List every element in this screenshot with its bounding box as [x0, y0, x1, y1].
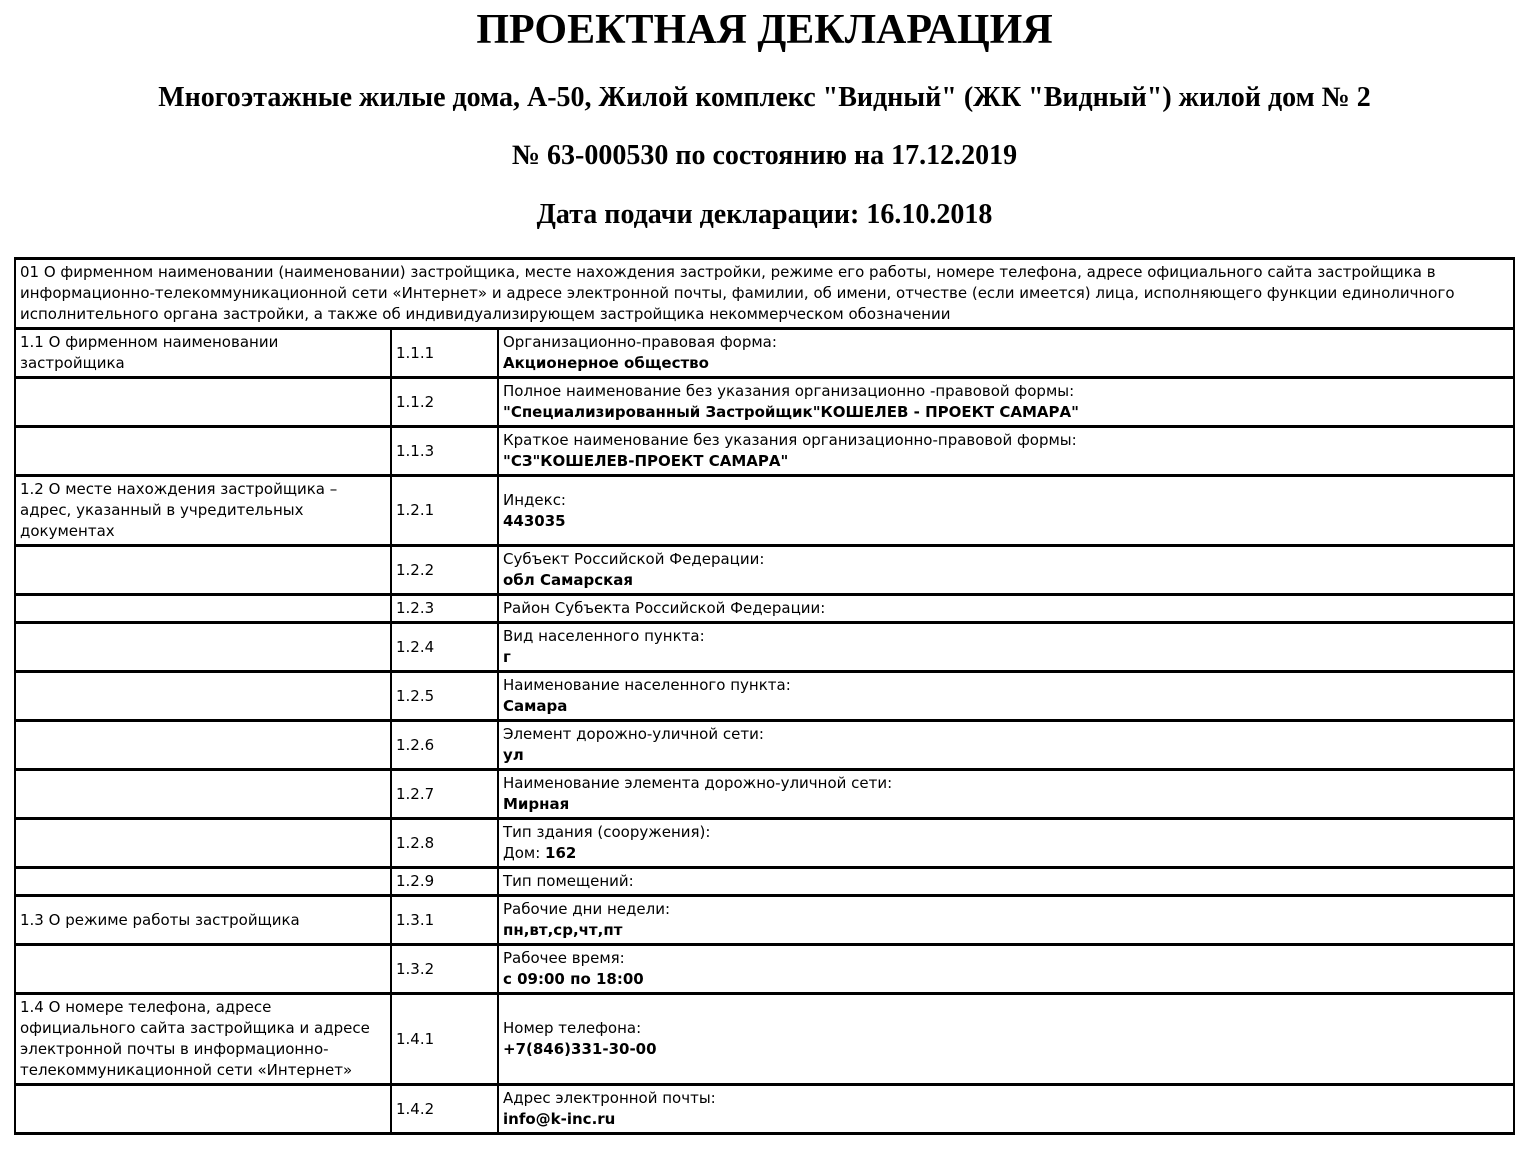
field-value-bold: Самара [503, 697, 568, 715]
field-value-prefix: Дом: [503, 844, 546, 862]
table-row [15, 378, 1514, 427]
field-label: Полное наименование без указания организационно -правовой формы: [503, 382, 1075, 400]
field-value [503, 696, 1509, 717]
row-code: 1.2.4 [391, 623, 498, 672]
field-label: Индекс: [503, 490, 566, 509]
row-code: 1.2.7 [391, 770, 498, 819]
field-value-bold: "Специализированный Застройщик"КОШЕЛЕВ - ПРОЕКТ САМАРА" [503, 403, 1079, 421]
row-content [498, 378, 1514, 427]
field-value-bold: 162 [545, 844, 577, 862]
section-label [15, 721, 391, 770]
row-content [498, 945, 1514, 994]
field-label: Наименование населенного пункта: [503, 676, 791, 694]
field-value-bold: "СЗ"КОШЕЛЕВ-ПРОЕКТ САМАРА" [503, 452, 789, 470]
field-value-bold: 443035 [503, 511, 566, 530]
row-code: 1.4.2 [391, 1085, 498, 1134]
field-value-bold: пн,вт,ср,чт,пт [503, 921, 623, 939]
row-content [498, 546, 1514, 595]
field-label: Район Субъекта Российской Федерации: [503, 599, 826, 617]
table-row [15, 721, 1514, 770]
row-content [498, 994, 1514, 1085]
row-content [498, 427, 1514, 476]
row-code: 1.1.2 [391, 378, 498, 427]
declaration-number: № 63-000530 по состоянию на 17.12.2019 [511, 140, 1018, 171]
field-label: Тип помещений: [503, 872, 634, 890]
field-value [503, 969, 1509, 990]
section-label [15, 427, 391, 476]
table-row [15, 546, 1514, 595]
table-body [15, 329, 1514, 1134]
table-row [15, 819, 1514, 868]
field-label: Рабочее время: [503, 949, 625, 967]
table-row [15, 427, 1514, 476]
field-label: Краткое наименование без указания организационно-правовой формы: [503, 431, 1077, 449]
field-label: Субъект Российской Федерации: [503, 550, 765, 568]
field-value [503, 745, 1509, 766]
row-content [498, 868, 1514, 896]
field-value [503, 570, 1509, 591]
row-code: 1.2.6 [391, 721, 498, 770]
row-content [498, 819, 1514, 868]
section-label [15, 623, 391, 672]
section-01-header: 01 О фирменном наименовании (наименовании) застройщика, месте нахождения застройки, режиме его работы, номере телефона, адресе официального сайта застройщика в информационно-телекоммуникационной сети «Интернет» и адресе электронной почты, фамилии, об имени, отчестве (если имеется) лица, исполняющего функции единоличного исполнительного органа застройки, а также об индивидуализирующем застройщика некоммерческом обозначении [15, 259, 1514, 329]
row-content [498, 770, 1514, 819]
row-content [498, 721, 1514, 770]
row-code: 1.2.5 [391, 672, 498, 721]
field-value-bold: Мирная [503, 795, 570, 813]
field-value [503, 647, 1509, 668]
table-row [15, 868, 1514, 896]
row-content [498, 329, 1514, 378]
field-label: Организационно-правовая форма: [503, 333, 777, 351]
field-value-bold: с 09:00 по 18:00 [503, 970, 644, 988]
row-content [498, 672, 1514, 721]
section-label [15, 770, 391, 819]
row-content [498, 896, 1514, 945]
field-value-bold: Акционерное общество [503, 354, 709, 372]
row-code: 1.2.9 [391, 868, 498, 896]
field-label: Номер телефона: [503, 1019, 642, 1037]
section-label [15, 819, 391, 868]
table-row [15, 672, 1514, 721]
field-label: Вид населенного пункта: [503, 627, 705, 645]
document-header [0, 6, 1529, 231]
section-label [15, 868, 391, 896]
table-row [15, 623, 1514, 672]
section-label: 1.4 О номере телефона, адресе официального сайта застройщика и адресе электронной почты в информационно-телекоммуникационной сети «Интернет» [15, 994, 391, 1085]
field-value-bold: ул [503, 746, 524, 764]
section-label [15, 945, 391, 994]
field-value-bold: +7(846)331-30-00 [503, 1040, 657, 1058]
field-value [503, 794, 1509, 815]
table-row [15, 896, 1514, 945]
project-name: Многоэтажные жилые дома, А-50, Жилой комплекс "Видный" (ЖК "Видный") жилой дом № 2 [158, 82, 1371, 113]
row-code: 1.3.1 [391, 896, 498, 945]
field-label: Наименование элемента дорожно-уличной сети: [503, 774, 893, 792]
table-row [15, 1085, 1514, 1134]
table-row [15, 945, 1514, 994]
field-value [503, 1039, 1509, 1060]
row-content [498, 623, 1514, 672]
section-label [15, 1085, 391, 1134]
table-row [15, 770, 1514, 819]
row-code: 1.2.1 [391, 476, 498, 546]
table-row [15, 329, 1514, 378]
row-code: 1.3.2 [391, 945, 498, 994]
section-label [15, 672, 391, 721]
section-01-header-row [15, 259, 1514, 329]
section-label [15, 546, 391, 595]
field-value [503, 920, 1509, 941]
row-code: 1.4.1 [391, 994, 498, 1085]
section-label: 1.3 О режиме работы застройщика [15, 896, 391, 945]
field-value-bold: г [503, 648, 511, 666]
page-title: ПРОЕКТНАЯ ДЕКЛАРАЦИЯ [476, 7, 1053, 53]
field-value-bold: обл Самарская [503, 571, 634, 589]
row-code: 1.2.3 [391, 595, 498, 623]
field-value-bold: info@k-inc.ru [503, 1110, 616, 1128]
field-value [503, 451, 1509, 472]
field-value [503, 402, 1509, 423]
field-label: Рабочие дни недели: [503, 900, 670, 918]
field-value [503, 353, 1509, 374]
field-value [503, 511, 1509, 532]
section-label [15, 595, 391, 623]
row-code: 1.2.8 [391, 819, 498, 868]
table-row [15, 994, 1514, 1085]
section-label: 1.2 О месте нахождения застройщика – адрес, указанный в учредительных документах [15, 476, 391, 546]
row-content [498, 476, 1514, 546]
declaration-table [14, 257, 1515, 1135]
field-value [503, 843, 1509, 864]
row-code: 1.1.3 [391, 427, 498, 476]
section-label: 1.1 О фирменном наименовании застройщика [15, 329, 391, 378]
field-label: Адрес электронной почты: [503, 1089, 716, 1107]
section-label [15, 378, 391, 427]
row-code: 1.1.1 [391, 329, 498, 378]
row-content [498, 1085, 1514, 1134]
row-content [498, 595, 1514, 623]
declaration-date: Дата подачи декларации: 16.10.2018 [536, 199, 993, 230]
table-row [15, 476, 1514, 546]
field-value [503, 1109, 1509, 1130]
row-code: 1.2.2 [391, 546, 498, 595]
field-label: Элемент дорожно-уличной сети: [503, 725, 764, 743]
field-label: Тип здания (сооружения): [503, 823, 711, 841]
table-row [15, 595, 1514, 623]
